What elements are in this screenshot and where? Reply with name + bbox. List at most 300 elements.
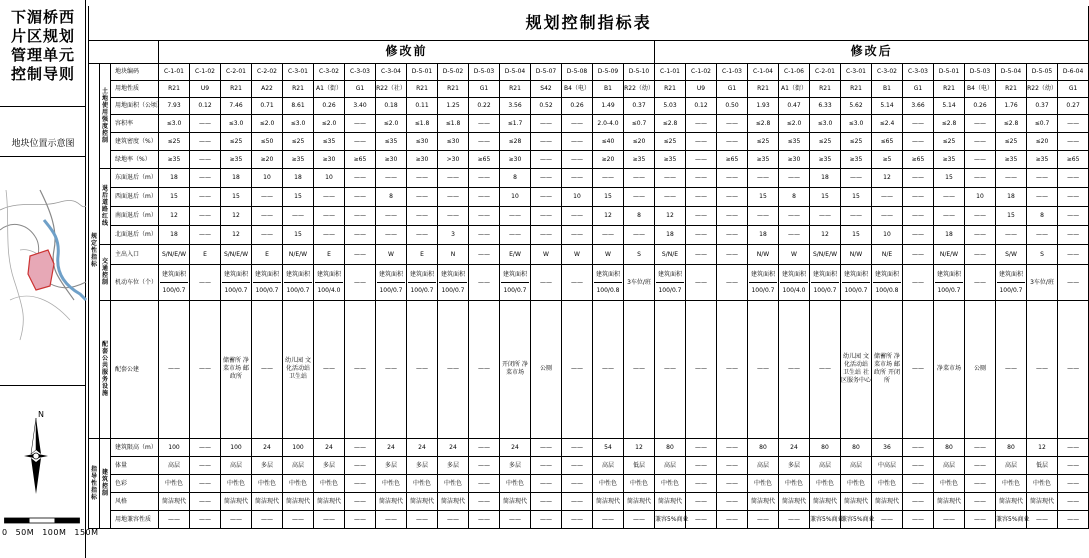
- after-north-cell: 12: [810, 225, 841, 244]
- table-row: [89, 114, 1089, 132]
- before-entrance-cell: E: [252, 244, 283, 264]
- before-facility-cell: 幼儿园 文化活动站 卫生站: [283, 300, 314, 438]
- parking-basis: 建筑面积: [873, 271, 901, 283]
- after-area-cell: 0.37: [1027, 97, 1058, 114]
- after-facility-cell: ——: [996, 300, 1027, 438]
- before-style-cell: 简洁现代: [159, 492, 190, 510]
- before-far-cell: ≤2.0: [252, 114, 283, 132]
- before-density-cell: ≤40: [593, 132, 624, 150]
- before-parking-cell: ——: [531, 264, 562, 300]
- before-landuse-cell: R21: [283, 80, 314, 97]
- before-density-cell: ——: [469, 132, 500, 150]
- parking-cell: [779, 264, 810, 300]
- before-volume-cell: ——: [531, 456, 562, 474]
- corner-cell: [89, 40, 159, 63]
- after-far-cell: ≤2.8: [655, 114, 686, 132]
- before-height-cell: 100: [221, 438, 252, 456]
- before-style-cell: ——: [190, 492, 221, 510]
- after-entrance-cell: S/W: [996, 244, 1027, 264]
- after-landuse-cell: G1: [717, 80, 748, 97]
- after-west-cell: ——: [1027, 187, 1058, 206]
- before-compat-cell: ——: [593, 510, 624, 528]
- after-south-cell: ——: [686, 206, 717, 225]
- after-density-cell: ——: [686, 132, 717, 150]
- before-density-cell: ——: [531, 132, 562, 150]
- parking-ratio: 100/0.7: [751, 286, 775, 294]
- before-far-cell: ——: [531, 114, 562, 132]
- after-codes-cell: D-6-04: [1058, 63, 1089, 80]
- after-color-cell: 中性色: [872, 474, 903, 492]
- before-landuse-cell: B4（电）: [562, 80, 593, 97]
- before-parking-cell: 3车位/班: [624, 264, 655, 300]
- after-green-cell: ≥65: [717, 150, 748, 168]
- before-color-cell: 中性色: [624, 474, 655, 492]
- after-style-cell: 简洁现代: [841, 492, 872, 510]
- after-height-cell: ——: [1058, 438, 1089, 456]
- before-west-cell: 15: [283, 187, 314, 206]
- before-north-cell: 12: [221, 225, 252, 244]
- before-parking-cell: ——: [469, 264, 500, 300]
- before-far-cell: ≤2.0: [314, 114, 345, 132]
- before-facility-cell: ——: [624, 300, 655, 438]
- before-codes-cell: D-5-10: [624, 63, 655, 80]
- after-height-cell: ——: [717, 438, 748, 456]
- after-north-cell: ——: [965, 225, 996, 244]
- before-entrance-cell: S: [624, 244, 655, 264]
- after-height-cell: ——: [965, 438, 996, 456]
- before-landuse-cell: B1: [593, 80, 624, 97]
- before-height-cell: ——: [562, 438, 593, 456]
- after-color-cell: 中性色: [996, 474, 1027, 492]
- after-green-cell: ≥65: [903, 150, 934, 168]
- category-facility: 配套公共服务设施: [100, 300, 111, 438]
- parking-cell: [748, 264, 779, 300]
- parking-ratio: 100/0.7: [224, 286, 248, 294]
- before-volume-cell: ——: [190, 456, 221, 474]
- before-west-cell: 15: [593, 187, 624, 206]
- table-row: [89, 6, 1089, 40]
- after-north-cell: 18: [934, 225, 965, 244]
- before-codes-cell: C-2-01: [221, 63, 252, 80]
- before-section-header: 修改前: [159, 40, 655, 63]
- parking-cell: [934, 264, 965, 300]
- before-far-cell: ——: [562, 114, 593, 132]
- after-style-cell: 简洁现代: [810, 492, 841, 510]
- before-volume-cell: 高层: [159, 456, 190, 474]
- scale-bar: [4, 517, 80, 525]
- after-volume-cell: 高层: [655, 456, 686, 474]
- before-green-cell: ≥35: [221, 150, 252, 168]
- before-codes-cell: D-5-04: [500, 63, 531, 80]
- before-volume-cell: ——: [469, 456, 500, 474]
- parking-cell: [810, 264, 841, 300]
- row-label: 体量: [111, 456, 159, 474]
- after-north-cell: ——: [1058, 225, 1089, 244]
- after-landuse-cell: B4（电）: [965, 80, 996, 97]
- before-entrance-cell: W: [376, 244, 407, 264]
- before-east-cell: 10: [314, 168, 345, 187]
- after-density-cell: ≤25: [655, 132, 686, 150]
- before-volume-cell: 多层: [314, 456, 345, 474]
- after-east-cell: 15: [934, 168, 965, 187]
- after-height-cell: 80: [810, 438, 841, 456]
- before-south-cell: 12: [593, 206, 624, 225]
- after-color-cell: ——: [903, 474, 934, 492]
- after-facility-cell: 净菜市场: [934, 300, 965, 438]
- before-area-cell: 0.26: [314, 97, 345, 114]
- parking-cell: [872, 264, 903, 300]
- before-area-cell: 0.22: [469, 97, 500, 114]
- before-east-cell: ——: [190, 168, 221, 187]
- before-facility-cell: ——: [314, 300, 345, 438]
- before-color-cell: ——: [562, 474, 593, 492]
- before-west-cell: ——: [624, 187, 655, 206]
- after-compat-cell: ——: [1027, 510, 1058, 528]
- after-green-cell: ≥35: [934, 150, 965, 168]
- after-far-cell: ——: [903, 114, 934, 132]
- before-north-cell: ——: [376, 225, 407, 244]
- after-density-cell: ≤25: [996, 132, 1027, 150]
- after-landuse-cell: R21: [841, 80, 872, 97]
- before-height-cell: ——: [345, 438, 376, 456]
- before-style-cell: 简洁现代: [252, 492, 283, 510]
- before-south-cell: 8: [624, 206, 655, 225]
- before-style-cell: ——: [345, 492, 376, 510]
- before-south-cell: 12: [221, 206, 252, 225]
- before-density-cell: ≤25: [159, 132, 190, 150]
- after-volume-cell: 中高层: [872, 456, 903, 474]
- after-volume-cell: ——: [1058, 456, 1089, 474]
- before-area-cell: 3.56: [500, 97, 531, 114]
- before-facility-cell: ——: [345, 300, 376, 438]
- before-north-cell: ——: [624, 225, 655, 244]
- after-compat-cell: ——: [779, 510, 810, 528]
- after-green-cell: ≥35: [841, 150, 872, 168]
- after-west-cell: ——: [934, 187, 965, 206]
- after-far-cell: ≤3.0: [810, 114, 841, 132]
- parking-cell: [159, 264, 190, 300]
- parking-basis: 建筑面积: [377, 271, 405, 283]
- after-south-cell: ——: [810, 206, 841, 225]
- after-landuse-cell: U9: [686, 80, 717, 97]
- after-entrance-cell: W: [779, 244, 810, 264]
- after-area-cell: 5.14: [934, 97, 965, 114]
- after-density-cell: ——: [717, 132, 748, 150]
- after-facility-cell: 公厕: [965, 300, 996, 438]
- after-far-cell: ≤0.7: [1027, 114, 1058, 132]
- after-density-cell: ——: [1058, 132, 1089, 150]
- after-area-cell: 1.93: [748, 97, 779, 114]
- after-south-cell: ——: [717, 206, 748, 225]
- before-area-cell: 0.12: [190, 97, 221, 114]
- after-style-cell: ——: [1058, 492, 1089, 510]
- row-label: 用地性质: [111, 80, 159, 97]
- title-line: 控制导则: [10, 65, 75, 83]
- before-height-cell: 100: [283, 438, 314, 456]
- after-height-cell: 24: [779, 438, 810, 456]
- divider: [0, 156, 86, 157]
- table-row: [89, 264, 1089, 300]
- parking-basis: 建筑面积: [253, 271, 281, 283]
- after-style-cell: 简洁现代: [872, 492, 903, 510]
- after-green-cell: ≥5: [872, 150, 903, 168]
- before-compat-cell: ——: [531, 510, 562, 528]
- before-east-cell: ——: [562, 168, 593, 187]
- before-far-cell: ——: [190, 114, 221, 132]
- before-style-cell: 简洁现代: [438, 492, 469, 510]
- before-height-cell: ——: [190, 438, 221, 456]
- before-landuse-cell: R21: [500, 80, 531, 97]
- before-landuse-cell: S42: [531, 80, 562, 97]
- after-codes-cell: D-5-01: [934, 63, 965, 80]
- before-height-cell: 100: [159, 438, 190, 456]
- before-landuse-cell: A1（街）: [314, 80, 345, 97]
- before-codes-cell: D-5-01: [407, 63, 438, 80]
- parking-basis: 建筑面积: [656, 271, 684, 283]
- before-compat-cell: ——: [469, 510, 500, 528]
- after-east-cell: ——: [655, 168, 686, 187]
- before-green-cell: ≥30: [314, 150, 345, 168]
- before-compat-cell: ——: [407, 510, 438, 528]
- after-area-cell: 1.76: [996, 97, 1027, 114]
- after-volume-cell: 高层: [810, 456, 841, 474]
- after-west-cell: 15: [748, 187, 779, 206]
- before-style-cell: ——: [531, 492, 562, 510]
- before-volume-cell: 多层: [500, 456, 531, 474]
- before-height-cell: 24: [376, 438, 407, 456]
- before-style-cell: 简洁现代: [500, 492, 531, 510]
- parking-cell: [314, 264, 345, 300]
- sidebar-title: [0, 8, 86, 84]
- before-south-cell: ——: [500, 206, 531, 225]
- before-south-cell: ——: [407, 206, 438, 225]
- after-codes-cell: C-1-01: [655, 63, 686, 80]
- before-height-cell: 24: [407, 438, 438, 456]
- after-volume-cell: ——: [717, 456, 748, 474]
- before-area-cell: 0.18: [376, 97, 407, 114]
- after-density-cell: ≤35: [779, 132, 810, 150]
- after-compat-cell: ——: [686, 510, 717, 528]
- after-entrance-cell: N/W: [841, 244, 872, 264]
- after-west-cell: ——: [1058, 187, 1089, 206]
- after-volume-cell: 多层: [779, 456, 810, 474]
- before-codes-cell: C-3-04: [376, 63, 407, 80]
- before-volume-cell: 低层: [624, 456, 655, 474]
- divider: [0, 106, 86, 107]
- before-color-cell: 中性色: [376, 474, 407, 492]
- before-entrance-cell: E/W: [500, 244, 531, 264]
- before-color-cell: 中性色: [221, 474, 252, 492]
- after-volume-cell: ——: [686, 456, 717, 474]
- after-area-cell: 5.14: [872, 97, 903, 114]
- parking-basis: 建筑面积: [594, 271, 622, 283]
- before-green-cell: ≥65: [469, 150, 500, 168]
- before-area-cell: 3.40: [345, 97, 376, 114]
- before-style-cell: ——: [562, 492, 593, 510]
- before-green-cell: ≥20: [593, 150, 624, 168]
- before-entrance-cell: N: [438, 244, 469, 264]
- before-west-cell: ——: [252, 187, 283, 206]
- row-label: 地块编码: [111, 63, 159, 80]
- after-far-cell: ≤3.0: [841, 114, 872, 132]
- before-west-cell: ——: [407, 187, 438, 206]
- table-row: [89, 150, 1089, 168]
- after-entrance-cell: ——: [686, 244, 717, 264]
- before-volume-cell: 多层: [438, 456, 469, 474]
- before-far-cell: ——: [469, 114, 500, 132]
- table-row: [89, 456, 1089, 474]
- after-facility-cell: ——: [748, 300, 779, 438]
- after-north-cell: ——: [779, 225, 810, 244]
- after-height-cell: 80: [841, 438, 872, 456]
- before-entrance-cell: ——: [345, 244, 376, 264]
- before-codes-cell: C-1-02: [190, 63, 221, 80]
- before-parking-cell: ——: [345, 264, 376, 300]
- after-style-cell: ——: [903, 492, 934, 510]
- row-label: 北面退后（m）: [111, 225, 159, 244]
- scale-labels: [2, 528, 107, 537]
- before-compat-cell: ——: [345, 510, 376, 528]
- after-entrance-cell: ——: [903, 244, 934, 264]
- after-parking-cell: ——: [1058, 264, 1089, 300]
- after-density-cell: ≤25: [748, 132, 779, 150]
- before-height-cell: 24: [438, 438, 469, 456]
- before-far-cell: ——: [345, 114, 376, 132]
- after-west-cell: ——: [872, 187, 903, 206]
- before-compat-cell: ——: [438, 510, 469, 528]
- before-facility-cell: ——: [407, 300, 438, 438]
- before-east-cell: 18: [221, 168, 252, 187]
- after-codes-cell: D-5-05: [1027, 63, 1058, 80]
- row-label: 主出入口: [111, 244, 159, 264]
- after-area-cell: 0.47: [779, 97, 810, 114]
- after-green-cell: ≥65: [1058, 150, 1089, 168]
- before-style-cell: 简洁现代: [407, 492, 438, 510]
- after-area-cell: 0.50: [717, 97, 748, 114]
- after-area-cell: 0.26: [965, 97, 996, 114]
- parking-ratio: 100/0.7: [255, 286, 279, 294]
- after-facility-cell: 幼儿园 文化活动站 卫生站 社区服务中心: [841, 300, 872, 438]
- after-area-cell: 5.62: [841, 97, 872, 114]
- scale-label: 50M: [15, 528, 35, 537]
- after-green-cell: ≥35: [996, 150, 1027, 168]
- before-east-cell: 10: [252, 168, 283, 187]
- before-codes-cell: C-3-03: [345, 63, 376, 80]
- after-parking-cell: ——: [903, 264, 934, 300]
- after-north-cell: 10: [872, 225, 903, 244]
- parking-cell: [283, 264, 314, 300]
- before-color-cell: ——: [190, 474, 221, 492]
- before-east-cell: ——: [345, 168, 376, 187]
- after-compat-cell: ——: [1058, 510, 1089, 528]
- before-landuse-cell: R22（幼）: [624, 80, 655, 97]
- after-north-cell: ——: [996, 225, 1027, 244]
- before-facility-cell: ——: [469, 300, 500, 438]
- after-north-cell: 18: [655, 225, 686, 244]
- before-density-cell: ——: [345, 132, 376, 150]
- after-style-cell: 简洁现代: [1027, 492, 1058, 510]
- after-east-cell: ——: [1027, 168, 1058, 187]
- after-section-header: 修改后: [655, 40, 1089, 63]
- after-color-cell: 中性色: [841, 474, 872, 492]
- after-east-cell: ——: [903, 168, 934, 187]
- before-landuse-cell: R21: [407, 80, 438, 97]
- scale-label: 0: [2, 528, 8, 537]
- before-north-cell: ——: [469, 225, 500, 244]
- after-east-cell: 18: [810, 168, 841, 187]
- category-traffic: 交通控制: [100, 244, 111, 300]
- before-compat-cell: ——: [283, 510, 314, 528]
- after-compat-cell: ——: [903, 510, 934, 528]
- after-south-cell: ——: [748, 206, 779, 225]
- after-south-cell: ——: [779, 206, 810, 225]
- after-volume-cell: ——: [903, 456, 934, 474]
- before-density-cell: ≤25: [221, 132, 252, 150]
- before-south-cell: ——: [190, 206, 221, 225]
- after-north-cell: ——: [717, 225, 748, 244]
- before-west-cell: 15: [221, 187, 252, 206]
- after-south-cell: ——: [841, 206, 872, 225]
- before-codes-cell: C-2-02: [252, 63, 283, 80]
- after-height-cell: 36: [872, 438, 903, 456]
- row-label: 东面退后（m）: [111, 168, 159, 187]
- before-west-cell: 15: [159, 187, 190, 206]
- after-volume-cell: ——: [965, 456, 996, 474]
- after-codes-cell: D-5-03: [965, 63, 996, 80]
- before-codes-cell: D-5-08: [562, 63, 593, 80]
- row-label: 机动车位（个）: [111, 264, 159, 300]
- before-area-cell: 7.46: [221, 97, 252, 114]
- before-north-cell: 15: [283, 225, 314, 244]
- before-entrance-cell: E: [407, 244, 438, 264]
- after-color-cell: 中性色: [655, 474, 686, 492]
- before-landuse-cell: R21: [221, 80, 252, 97]
- parking-cell: [252, 264, 283, 300]
- parking-ratio: 100/0.7: [503, 286, 527, 294]
- row-label: 西面退后（m）: [111, 187, 159, 206]
- category-regulatory: 规定性指标: [89, 63, 100, 438]
- indicator-table-wrapper: [88, 6, 1089, 529]
- before-height-cell: 24: [314, 438, 345, 456]
- after-entrance-cell: N/E: [872, 244, 903, 264]
- after-landuse-cell: R21: [810, 80, 841, 97]
- before-north-cell: ——: [562, 225, 593, 244]
- after-density-cell: ≤65: [872, 132, 903, 150]
- table-row: [89, 80, 1089, 97]
- after-compat-cell: 兼容5%商业: [655, 510, 686, 528]
- before-area-cell: 8.61: [283, 97, 314, 114]
- location-map-label: 地块位置示意图: [11, 139, 75, 149]
- after-west-cell: ——: [686, 187, 717, 206]
- before-density-cell: ≤30: [407, 132, 438, 150]
- parking-ratio: 100/0.7: [813, 286, 837, 294]
- after-far-cell: ≤2.8: [934, 114, 965, 132]
- before-south-cell: 12: [159, 206, 190, 225]
- before-area-cell: 0.52: [531, 97, 562, 114]
- before-codes-cell: D-5-03: [469, 63, 500, 80]
- after-style-cell: 简洁现代: [934, 492, 965, 510]
- after-parking-cell: 3车位/班: [1027, 264, 1058, 300]
- after-codes-cell: C-1-04: [748, 63, 779, 80]
- before-east-cell: ——: [469, 168, 500, 187]
- parking-basis: 建筑面积: [160, 271, 188, 283]
- table-row: [89, 510, 1089, 528]
- before-south-cell: ——: [469, 206, 500, 225]
- table-row: [89, 187, 1089, 206]
- before-far-cell: ≤1.8: [407, 114, 438, 132]
- after-codes-cell: C-1-03: [717, 63, 748, 80]
- after-far-cell: ——: [717, 114, 748, 132]
